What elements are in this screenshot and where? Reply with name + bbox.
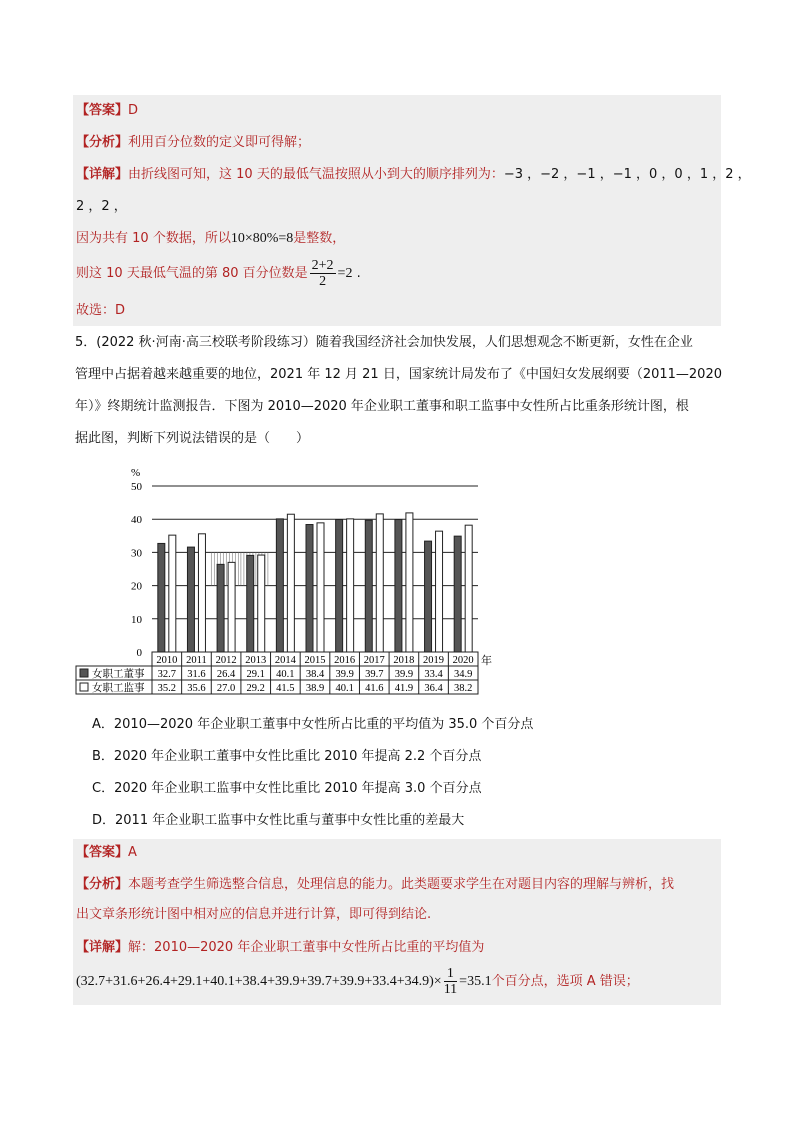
analysis-tag: 【分析】: [76, 877, 129, 892]
answer-line: [76, 844, 137, 862]
choose-text: 故选：: [76, 303, 116, 318]
answer-line: [76, 102, 138, 120]
choose-value: D: [115, 303, 126, 318]
data-label: 40.1: [335, 683, 354, 694]
bar: [406, 513, 413, 652]
data-label: 36.4: [424, 683, 443, 694]
bar: [276, 519, 283, 652]
percentile-end: .: [352, 266, 361, 281]
detail-text: 天的最低气温按照从小到大的顺序排列为：: [252, 167, 504, 182]
detail-tag: 【详解】: [76, 167, 129, 182]
question-line-1: 5．(2022 秋·河南·高三校联考阶段练习）随着我国经济社会加快发展，人们思想观念不断更新，女性在企业: [75, 335, 693, 350]
bar: [365, 520, 372, 652]
x-axis-label: 年: [481, 655, 492, 667]
option-a: A．2010—2020 年企业职工董事中女性所占比重的平均值为 35.0 个百分点: [92, 717, 534, 732]
fraction-numerator: 2+2: [311, 258, 334, 273]
legend-swatch: [80, 683, 88, 691]
analysis-line-cont: 出文章条形统计图中相对应的信息并进行计算，即可得到结论.: [76, 907, 432, 922]
x-tick-label: 2010: [156, 655, 178, 666]
data-label: 41.6: [365, 683, 384, 694]
data-label: 27.0: [216, 683, 236, 694]
data-label: 29.1: [246, 669, 265, 680]
bar: [436, 531, 443, 652]
bar: [376, 514, 383, 652]
y-tick-label: 10: [131, 613, 142, 626]
answer-value: A: [128, 845, 137, 860]
percentile-result: =2: [337, 266, 353, 281]
analysis-line: [76, 134, 310, 152]
detail-text: 年企业职工董事中女性所占比重的平均值为: [233, 940, 485, 955]
data-label: 33.4: [424, 669, 443, 680]
count-text: 个数据，所以: [148, 231, 231, 246]
x-tick-label: 2020: [452, 655, 474, 666]
answer-tag: 【答案】: [76, 103, 129, 118]
bar: [347, 519, 354, 652]
sorted-values: −3 ，−2 ，−1 ，−1 ，0 ，0 ，1 ，2 ，: [503, 167, 751, 182]
question-line-2: 管理中占据着越来越重要的地位，2021 年 12 月 21 日，国家统计局发布了《中国妇女发展纲要（2011—2020: [75, 367, 722, 382]
percentile-number: 10: [106, 266, 123, 281]
detail-text: 由折线图可知，这: [128, 167, 237, 182]
legend-label: 女职工董事: [92, 669, 145, 680]
y-tick-label: 30: [131, 547, 142, 560]
analysis-line: [76, 876, 674, 894]
bar: [247, 555, 254, 652]
x-tick-label: 2015: [304, 655, 326, 666]
bar: [395, 520, 402, 652]
option-c: C．2020 年企业职工监事中女性比重比 2010 年提高 3.0 个百分点: [92, 781, 482, 796]
bar: [158, 543, 165, 652]
bar: [306, 525, 313, 652]
data-label: 39.9: [335, 669, 354, 680]
y-tick-label: 0: [136, 647, 142, 659]
data-label: 41.9: [394, 683, 414, 694]
data-label: 38.4: [305, 669, 325, 680]
fraction-denominator: 11: [443, 982, 458, 997]
percentile-number: 80: [221, 266, 239, 281]
analysis-text: 本题考查学生筛选整合信息，处理信息的能力。此类题要求学生在对题目内容的理解与辨析，找: [128, 877, 675, 892]
answer-value: D: [128, 103, 139, 118]
detail-tag: 【详解】: [76, 940, 129, 955]
sum-line: [76, 965, 639, 999]
x-tick-label: 2019: [423, 655, 445, 666]
bar: [228, 562, 235, 652]
detail-years: 2010—2020: [154, 940, 234, 955]
detail-line: [76, 939, 484, 957]
sum-expression: (32.7+31.6+26.4+29.1+40.1+38.4+39.9+39.7+39.9+33.4+34.9)×: [76, 974, 442, 989]
count-line: [76, 230, 345, 248]
answer-tag: 【答案】: [76, 845, 129, 860]
x-tick-label: 2016: [334, 655, 356, 666]
fraction-denominator: 2: [319, 274, 327, 289]
fraction: [444, 966, 457, 997]
data-label: 39.9: [394, 669, 414, 680]
detail-number: 10: [236, 167, 253, 182]
percentile-text: 百分位数是: [238, 266, 308, 281]
bar: [454, 536, 461, 652]
analysis-tag: 【分析】: [76, 135, 129, 150]
percentile-line: [76, 257, 361, 291]
sorted-values-cont: 2 ，2 ，: [76, 199, 127, 214]
data-label: 26.4: [216, 669, 236, 680]
count-math: 10×80%=8: [230, 231, 294, 246]
x-tick-label: 2017: [363, 655, 385, 666]
count-text: 是整数，: [293, 231, 346, 246]
x-tick-label: 2018: [393, 655, 415, 666]
y-tick-label: 50: [131, 481, 142, 493]
x-tick-label: 2012: [215, 655, 237, 666]
bar: [258, 555, 265, 652]
y-tick-label: 20: [131, 580, 142, 593]
x-tick-label: 2013: [245, 655, 267, 666]
fraction-numerator: 1: [444, 966, 457, 982]
data-label: 29.2: [246, 683, 265, 694]
choose-line: [76, 302, 125, 320]
bar: [169, 535, 176, 652]
sum-tail: 个百分点，选项 A 错误；: [491, 974, 639, 989]
answer-block-1: [73, 95, 751, 326]
sum-result: =35.1: [459, 974, 492, 989]
option-d: D．2011 年企业职工监事中女性比重与董事中女性比重的差最大: [92, 813, 465, 828]
answer-block-2: [73, 839, 721, 1005]
percentile-text: 天最低气温的第: [122, 266, 222, 281]
legend-label: 女职工监事: [92, 683, 145, 694]
detail-line: [76, 166, 751, 184]
data-label: 39.7: [365, 669, 384, 680]
data-label: 35.2: [157, 683, 177, 694]
legend-swatch: [80, 669, 88, 677]
data-label: 35.6: [187, 683, 206, 694]
bar: [317, 523, 324, 652]
bar: [336, 520, 343, 652]
x-tick-label: 2014: [274, 655, 296, 666]
bar: [217, 564, 224, 652]
fraction: [310, 258, 336, 289]
detail-prefix: 解：: [128, 940, 155, 955]
data-label: 40.1: [276, 669, 295, 680]
question-line-4: 据此图，判断下列说法错误的是（ ）: [75, 431, 310, 446]
bar: [465, 525, 472, 652]
data-label: 38.2: [453, 683, 473, 694]
x-tick-label: 2011: [186, 655, 207, 666]
analysis-text: 利用百分位数的定义即可得解；: [128, 135, 311, 150]
question-line-3: 年）》终期统计监测报告．下图为 2010—2020 年企业职工董事和职工监事中女性所占比重条形统计图，根: [75, 399, 689, 414]
data-label: 38.9: [305, 683, 325, 694]
bar: [425, 541, 432, 652]
bar: [287, 514, 294, 652]
bar: [198, 534, 205, 652]
y-axis-label: %: [131, 467, 141, 479]
count-number: 10: [132, 231, 149, 246]
y-tick-label: 40: [131, 514, 142, 527]
data-label: 32.7: [157, 669, 177, 680]
data-label: 34.9: [453, 669, 473, 680]
percentile-text: 则这: [76, 266, 107, 281]
option-b: B．2020 年企业职工董事中女性比重比 2010 年提高 2.2 个百分点: [92, 749, 482, 764]
data-label: 41.5: [276, 683, 295, 694]
count-text: 因为共有: [76, 231, 133, 246]
data-label: 31.6: [187, 669, 206, 680]
bar-chart: [70, 458, 570, 708]
bar: [187, 547, 194, 652]
